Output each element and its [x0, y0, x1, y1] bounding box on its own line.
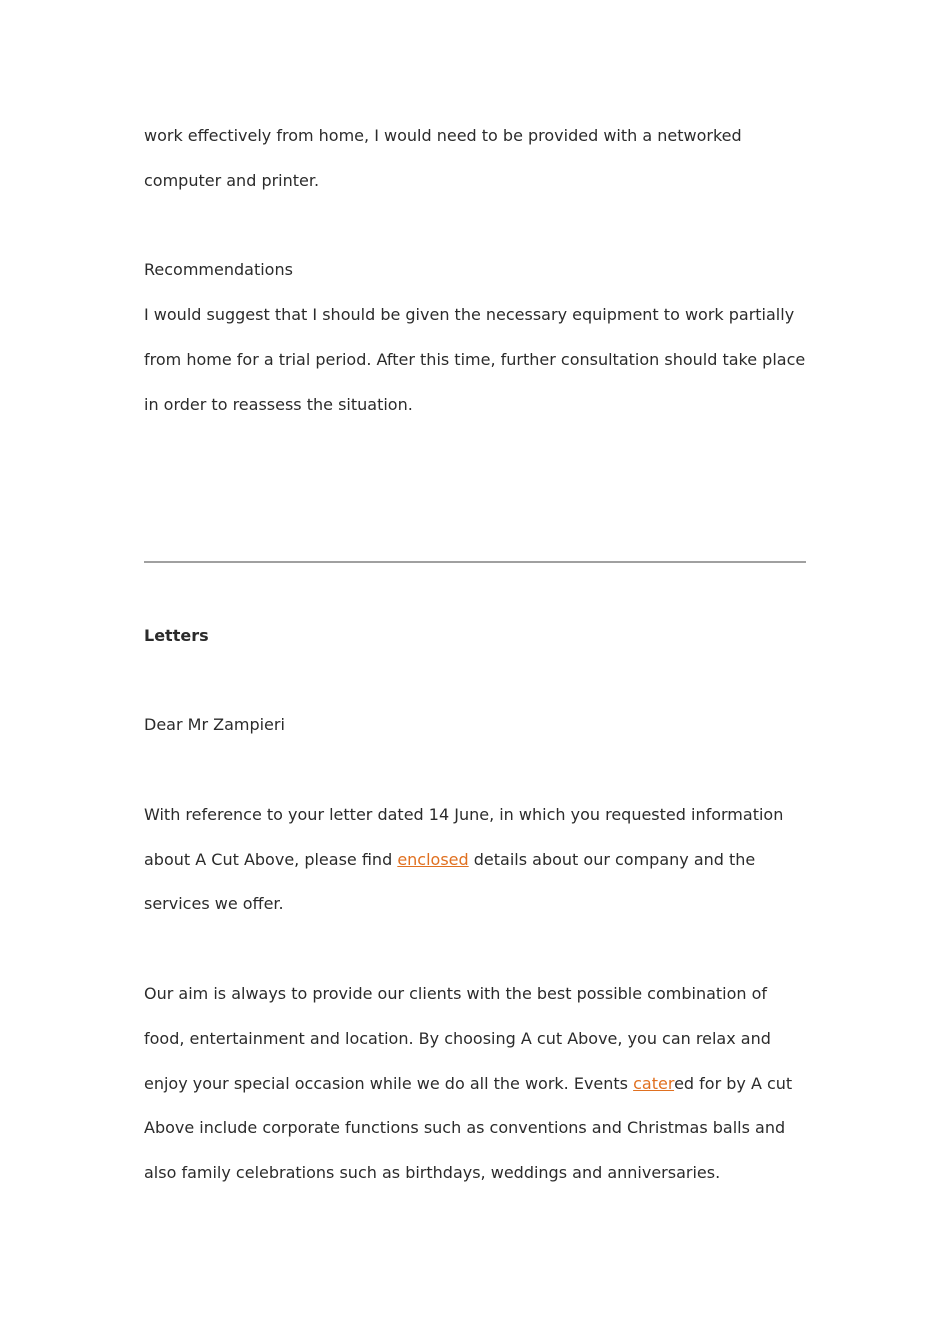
- letter-para1-line: services we offer.: [144, 894, 284, 913]
- cater-link[interactable]: cater: [633, 1074, 675, 1093]
- recommendations-heading: Recommendations: [144, 260, 293, 279]
- enclosed-link[interactable]: enclosed: [397, 850, 469, 869]
- letter-para1-line: [144, 850, 755, 870]
- recommendations-line: in order to reassess the situation.: [144, 395, 413, 414]
- letter-para1-line: With reference to your letter dated 14 June, in which you requested information: [144, 805, 784, 824]
- paragraph-line: work effectively from home, I would need to be provided with a networked: [144, 126, 742, 145]
- section-divider: [144, 561, 806, 563]
- letter-para2-line: Above include corporate functions such as conventions and Christmas balls and: [144, 1118, 786, 1137]
- text-span: about A Cut Above, please find: [144, 850, 398, 869]
- text-span: enjoy your special occasion while we do all the work. Events: [144, 1074, 634, 1093]
- letter-para2-line: also family celebrations such as birthdays, weddings and anniversaries.: [144, 1163, 721, 1182]
- letters-heading: Letters: [144, 626, 209, 645]
- letter-para2-line: Our aim is always to provide our clients with the best possible combination of: [144, 984, 768, 1003]
- recommendations-line: I would suggest that I should be given the necessary equipment to work partially: [144, 305, 795, 324]
- text-span: details about our company and the: [468, 850, 756, 869]
- paragraph-line: computer and printer.: [144, 171, 320, 190]
- letter-para2-line: food, entertainment and location. By choosing A cut Above, you can relax and: [144, 1029, 771, 1048]
- recommendations-line: from home for a trial period. After this time, further consultation should take place: [144, 350, 806, 369]
- letter-salutation: Dear Mr Zampieri: [144, 715, 285, 734]
- text-span: ed for by A cut: [674, 1074, 793, 1093]
- letter-para2-line: [144, 1074, 792, 1094]
